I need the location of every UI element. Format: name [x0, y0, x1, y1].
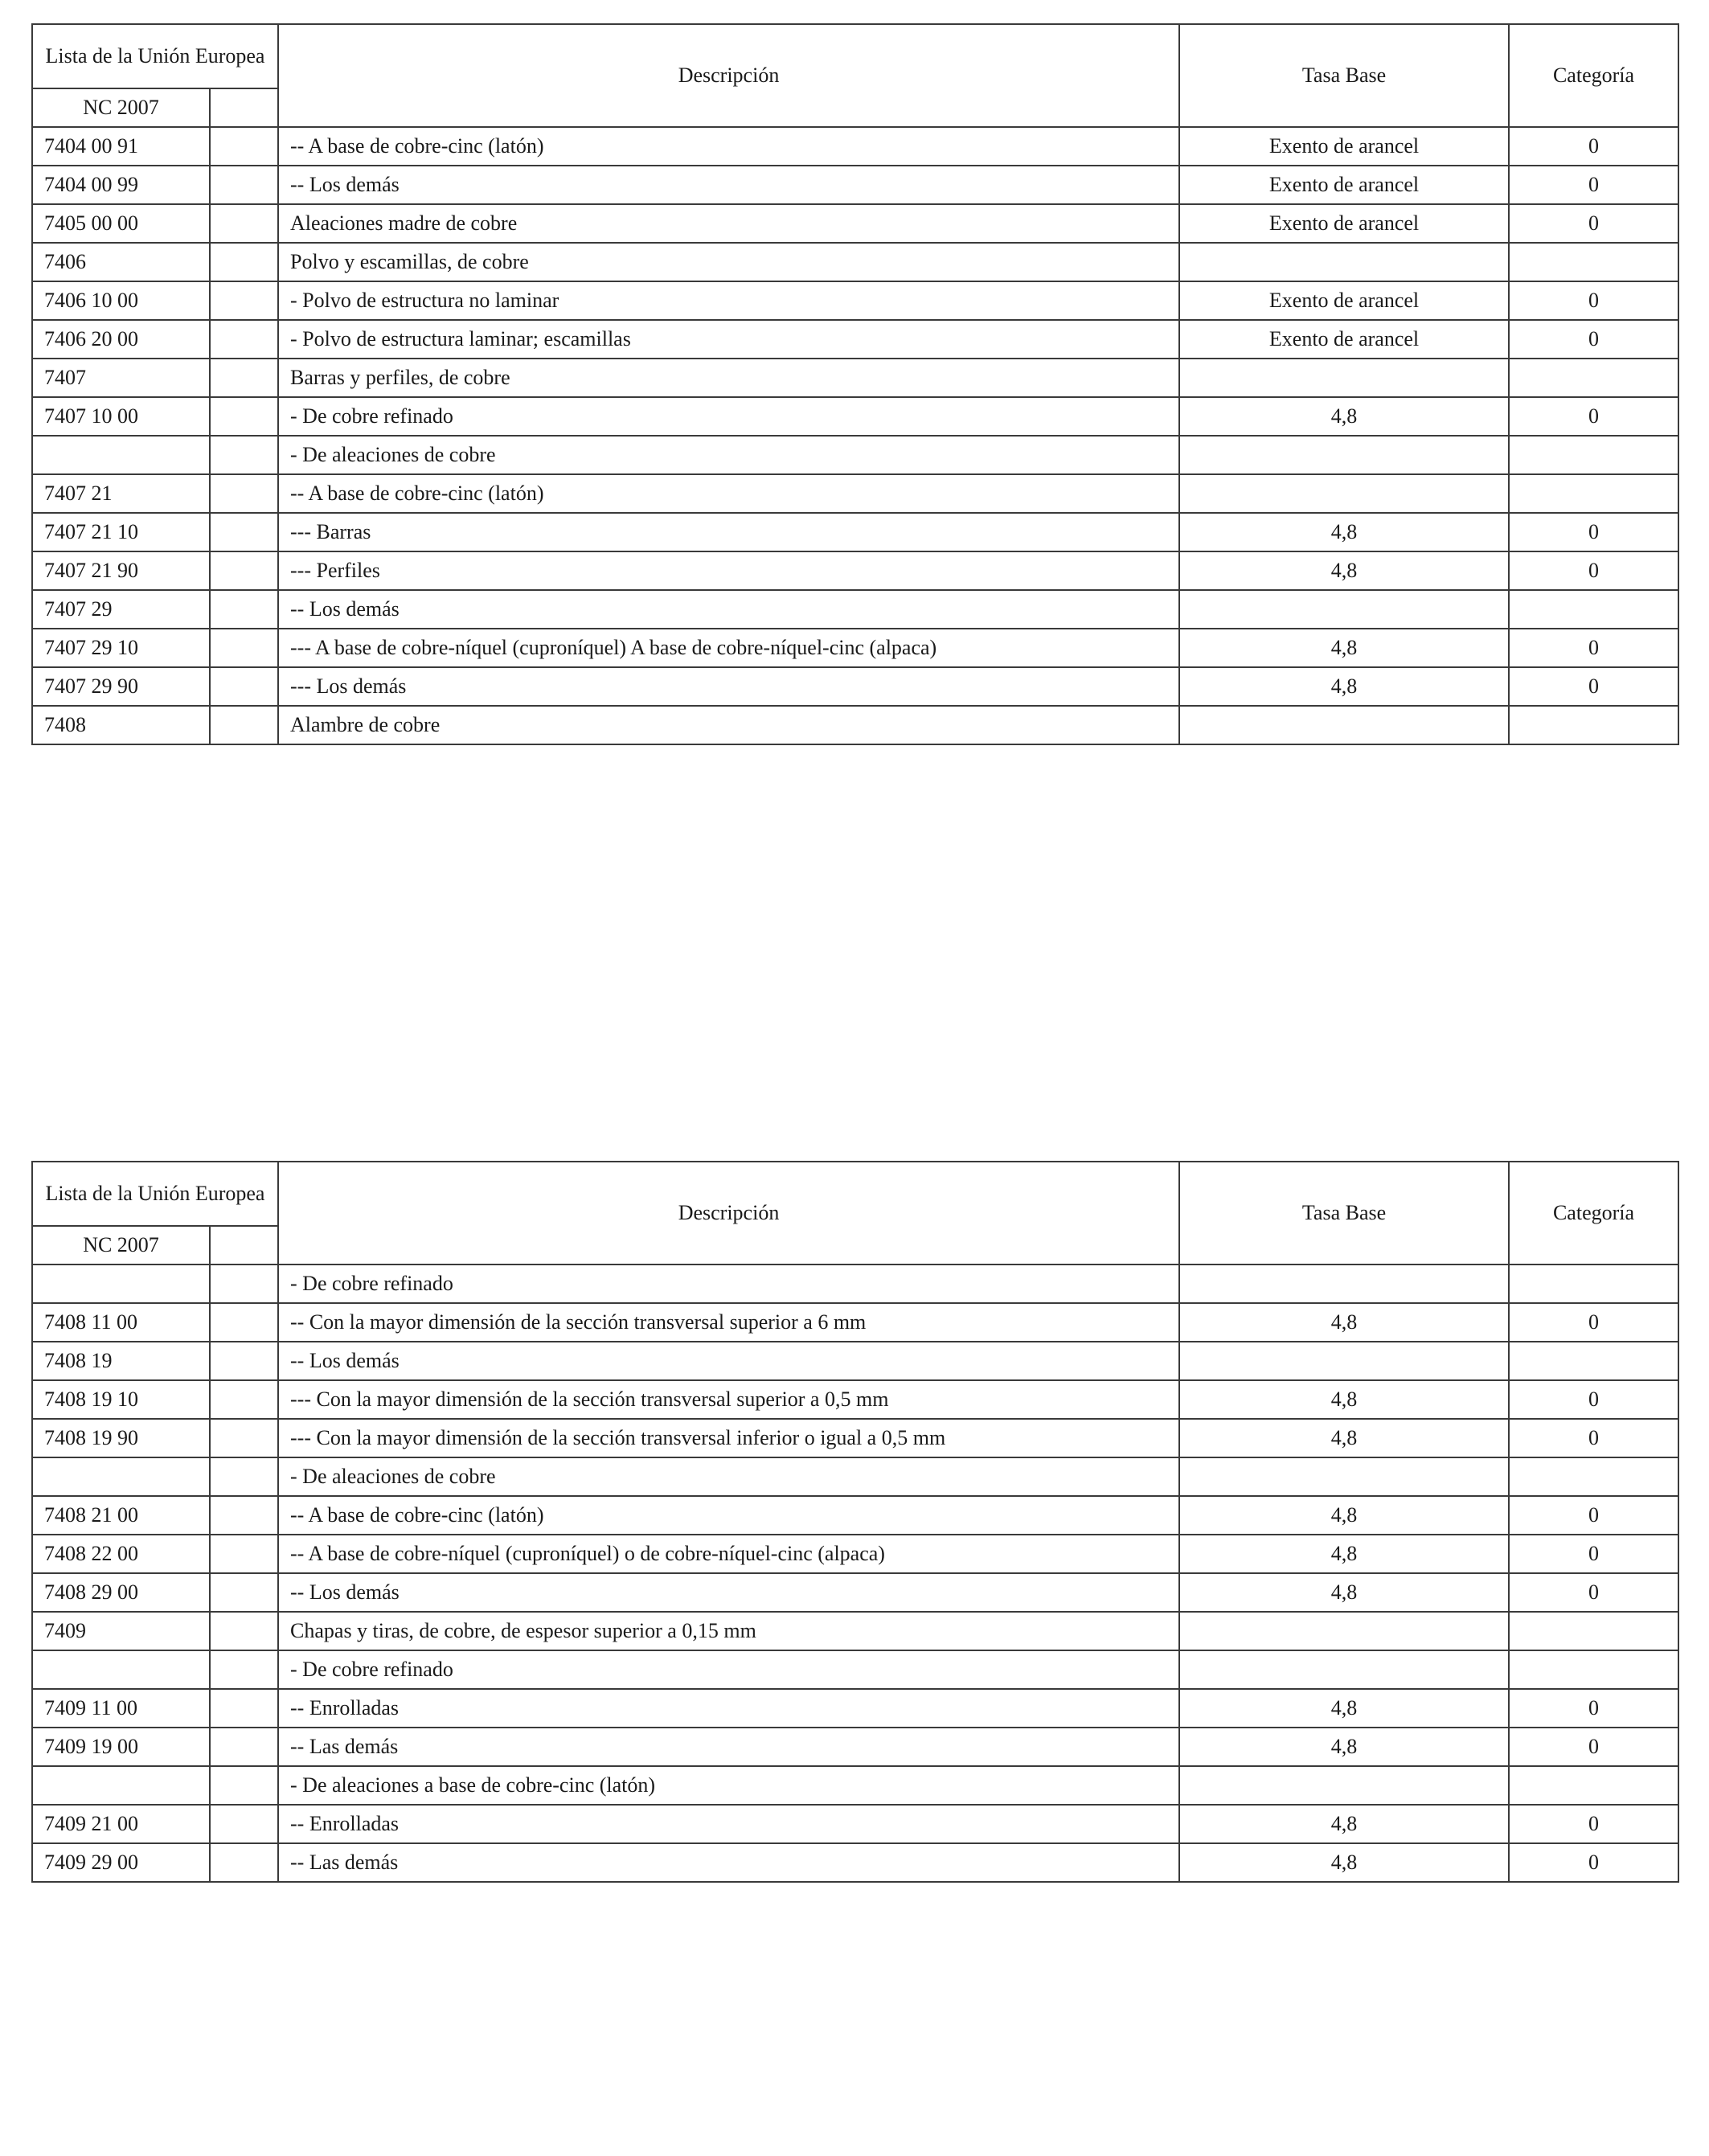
description-cell: -- Los demás: [278, 1573, 1179, 1612]
description-cell: -- Las demás: [278, 1843, 1179, 1882]
table-row: [32, 243, 1678, 281]
base-rate-cell: 4,8: [1179, 1496, 1509, 1535]
category-cell: [1509, 1342, 1678, 1380]
nc-code-cell: 7408 29 00: [32, 1573, 210, 1612]
base-rate-cell: 4,8: [1179, 1380, 1509, 1419]
table-row: [32, 359, 1678, 397]
table-row: [32, 127, 1678, 166]
table-row: [32, 706, 1678, 744]
table-row: [32, 474, 1678, 513]
nc-code-cell: 7408 11 00: [32, 1303, 210, 1342]
empty-cell: [210, 1419, 278, 1457]
base-rate-cell: 4,8: [1179, 667, 1509, 706]
nc-code-cell: 7407 29 10: [32, 629, 210, 667]
category-cell: 0: [1509, 1573, 1678, 1612]
table-row: [32, 1380, 1678, 1419]
empty-cell: [210, 1264, 278, 1303]
category-header: Categoría: [1509, 1162, 1678, 1264]
table-row: [32, 320, 1678, 359]
table-row: [32, 1264, 1678, 1303]
base-rate-cell: Exento de arancel: [1179, 127, 1509, 166]
category-cell: 0: [1509, 1728, 1678, 1766]
table-row: [32, 397, 1678, 436]
category-cell: [1509, 1457, 1678, 1496]
list-header: Lista de la Unión Europea: [32, 24, 278, 88]
description-cell: --- Con la mayor dimensión de la sección transversal inferior o igual a 0,5 mm: [278, 1419, 1179, 1457]
description-cell: -- Enrolladas: [278, 1689, 1179, 1728]
table-row: [32, 1419, 1678, 1457]
nc-code-cell: 7404 00 91: [32, 127, 210, 166]
description-header: Descripción: [278, 1162, 1179, 1264]
empty-cell: [210, 551, 278, 590]
category-cell: [1509, 243, 1678, 281]
empty-cell: [210, 436, 278, 474]
nc-code-cell: 7408 19: [32, 1342, 210, 1380]
nc-code-cell: 7408 19 90: [32, 1419, 210, 1457]
nc-code-cell: 7408 19 10: [32, 1380, 210, 1419]
category-cell: 0: [1509, 397, 1678, 436]
empty-cell: [210, 1728, 278, 1766]
category-cell: 0: [1509, 320, 1678, 359]
category-cell: 0: [1509, 1303, 1678, 1342]
base-rate-cell: [1179, 359, 1509, 397]
nc-code-cell: 7406 20 00: [32, 320, 210, 359]
empty-cell: [210, 513, 278, 551]
description-cell: -- A base de cobre-níquel (cuproníquel) o de cobre-níquel-cinc (alpaca): [278, 1535, 1179, 1573]
empty-cell: [210, 1689, 278, 1728]
empty-cell: [210, 590, 278, 629]
empty-cell: [210, 1805, 278, 1843]
empty-cell: [210, 1766, 278, 1805]
nc-code-cell: 7409 11 00: [32, 1689, 210, 1728]
description-cell: -- A base de cobre-cinc (latón): [278, 1496, 1179, 1535]
description-cell: --- A base de cobre-níquel (cuproníquel) A base de cobre-níquel-cinc (alpaca): [278, 629, 1179, 667]
description-cell: -- A base de cobre-cinc (latón): [278, 474, 1179, 513]
nc-code-cell: 7407 29: [32, 590, 210, 629]
base-rate-cell: [1179, 1264, 1509, 1303]
description-cell: - Polvo de estructura laminar; escamillas: [278, 320, 1179, 359]
description-cell: --- Los demás: [278, 667, 1179, 706]
category-cell: 0: [1509, 513, 1678, 551]
nc-code-cell: 7408 22 00: [32, 1535, 210, 1573]
empty-cell: [210, 204, 278, 243]
empty-cell: [210, 1342, 278, 1380]
description-header: Descripción: [278, 24, 1179, 127]
header-row: [32, 1162, 1678, 1226]
category-cell: 0: [1509, 281, 1678, 320]
base-rate-cell: [1179, 243, 1509, 281]
category-cell: 0: [1509, 1380, 1678, 1419]
category-cell: [1509, 359, 1678, 397]
category-cell: 0: [1509, 667, 1678, 706]
table-row: [32, 1689, 1678, 1728]
base-rate-cell: 4,8: [1179, 1689, 1509, 1728]
empty-cell: [210, 1380, 278, 1419]
nc-code-cell: [32, 1766, 210, 1805]
table-row: [32, 590, 1678, 629]
nc-code-cell: [32, 1650, 210, 1689]
table-row: [32, 436, 1678, 474]
category-cell: [1509, 1612, 1678, 1650]
description-cell: -- Las demás: [278, 1728, 1179, 1766]
base-rate-header: Tasa Base: [1179, 1162, 1509, 1264]
empty-cell: [210, 474, 278, 513]
table-row: [32, 629, 1678, 667]
base-rate-cell: Exento de arancel: [1179, 166, 1509, 204]
nc-code-cell: 7408: [32, 706, 210, 744]
description-cell: -- Con la mayor dimensión de la sección transversal superior a 6 mm: [278, 1303, 1179, 1342]
nc-header: NC 2007: [32, 1226, 210, 1264]
table-row: [32, 1342, 1678, 1380]
base-rate-cell: Exento de arancel: [1179, 204, 1509, 243]
base-rate-cell: 4,8: [1179, 1535, 1509, 1573]
category-cell: 0: [1509, 1843, 1678, 1882]
empty-cell: [210, 1535, 278, 1573]
empty-cell: [210, 243, 278, 281]
base-rate-cell: [1179, 1766, 1509, 1805]
description-cell: -- Los demás: [278, 590, 1179, 629]
base-rate-cell: 4,8: [1179, 551, 1509, 590]
table-row: [32, 513, 1678, 551]
base-rate-cell: 4,8: [1179, 629, 1509, 667]
base-rate-cell: [1179, 1342, 1509, 1380]
nc-code-cell: 7407 21: [32, 474, 210, 513]
description-cell: - De aleaciones a base de cobre-cinc (latón): [278, 1766, 1179, 1805]
description-cell: Aleaciones madre de cobre: [278, 204, 1179, 243]
nc-code-cell: [32, 436, 210, 474]
table-row: [32, 1457, 1678, 1496]
base-rate-cell: 4,8: [1179, 1303, 1509, 1342]
table-row: [32, 667, 1678, 706]
base-rate-cell: 4,8: [1179, 1419, 1509, 1457]
category-cell: 0: [1509, 1689, 1678, 1728]
empty-cell: [210, 706, 278, 744]
category-cell: 0: [1509, 127, 1678, 166]
nc-header: NC 2007: [32, 88, 210, 127]
nc-code-cell: [32, 1457, 210, 1496]
table-row: [32, 1843, 1678, 1882]
description-cell: -- Los demás: [278, 1342, 1179, 1380]
table-row: [32, 1728, 1678, 1766]
category-cell: 0: [1509, 551, 1678, 590]
category-cell: [1509, 474, 1678, 513]
category-cell: 0: [1509, 1496, 1678, 1535]
empty-header-cell: [210, 1226, 278, 1264]
empty-cell: [210, 1303, 278, 1342]
nc-code-cell: [32, 1264, 210, 1303]
tariff-table-2: [31, 1161, 1679, 1883]
nc-code-cell: 7409: [32, 1612, 210, 1650]
category-header: Categoría: [1509, 24, 1678, 127]
table-row: [32, 1766, 1678, 1805]
table-row: [32, 1496, 1678, 1535]
description-cell: - De aleaciones de cobre: [278, 436, 1179, 474]
description-cell: -- Enrolladas: [278, 1805, 1179, 1843]
category-cell: 0: [1509, 204, 1678, 243]
nc-code-cell: 7407: [32, 359, 210, 397]
category-cell: [1509, 436, 1678, 474]
description-cell: --- Perfiles: [278, 551, 1179, 590]
category-cell: [1509, 706, 1678, 744]
nc-code-cell: 7407 21 90: [32, 551, 210, 590]
base-rate-cell: [1179, 706, 1509, 744]
table-row: [32, 1805, 1678, 1843]
description-cell: --- Con la mayor dimensión de la sección transversal superior a 0,5 mm: [278, 1380, 1179, 1419]
description-cell: Alambre de cobre: [278, 706, 1179, 744]
description-cell: -- Los demás: [278, 166, 1179, 204]
table-row: [32, 204, 1678, 243]
nc-code-cell: 7404 00 99: [32, 166, 210, 204]
nc-code-cell: 7408 21 00: [32, 1496, 210, 1535]
category-cell: [1509, 590, 1678, 629]
description-cell: - De cobre refinado: [278, 1650, 1179, 1689]
empty-cell: [210, 397, 278, 436]
table-row: [32, 1573, 1678, 1612]
base-rate-cell: [1179, 1650, 1509, 1689]
category-cell: 0: [1509, 1535, 1678, 1573]
empty-cell: [210, 1573, 278, 1612]
base-rate-cell: Exento de arancel: [1179, 320, 1509, 359]
table-row: [32, 551, 1678, 590]
table-row: [32, 1303, 1678, 1342]
empty-cell: [210, 1457, 278, 1496]
empty-header-cell: [210, 88, 278, 127]
table-row: [32, 1650, 1678, 1689]
empty-cell: [210, 1496, 278, 1535]
base-rate-cell: 4,8: [1179, 397, 1509, 436]
base-rate-cell: [1179, 1457, 1509, 1496]
table-row: [32, 1612, 1678, 1650]
category-cell: [1509, 1766, 1678, 1805]
empty-cell: [210, 320, 278, 359]
empty-cell: [210, 1650, 278, 1689]
category-cell: 0: [1509, 166, 1678, 204]
base-rate-cell: [1179, 590, 1509, 629]
base-rate-cell: Exento de arancel: [1179, 281, 1509, 320]
table-row: [32, 281, 1678, 320]
base-rate-header: Tasa Base: [1179, 24, 1509, 127]
empty-cell: [210, 1612, 278, 1650]
nc-code-cell: 7407 21 10: [32, 513, 210, 551]
empty-cell: [210, 359, 278, 397]
description-cell: Chapas y tiras, de cobre, de espesor superior a 0,15 mm: [278, 1612, 1179, 1650]
empty-cell: [210, 127, 278, 166]
base-rate-cell: 4,8: [1179, 1843, 1509, 1882]
description-cell: -- A base de cobre-cinc (latón): [278, 127, 1179, 166]
description-cell: - De aleaciones de cobre: [278, 1457, 1179, 1496]
empty-cell: [210, 166, 278, 204]
empty-cell: [210, 1843, 278, 1882]
description-cell: --- Barras: [278, 513, 1179, 551]
base-rate-cell: 4,8: [1179, 1728, 1509, 1766]
base-rate-cell: 4,8: [1179, 1805, 1509, 1843]
nc-code-cell: 7406 10 00: [32, 281, 210, 320]
base-rate-cell: 4,8: [1179, 1573, 1509, 1612]
nc-code-cell: 7409 21 00: [32, 1805, 210, 1843]
category-cell: 0: [1509, 1805, 1678, 1843]
category-cell: [1509, 1650, 1678, 1689]
empty-cell: [210, 629, 278, 667]
nc-code-cell: 7407 10 00: [32, 397, 210, 436]
base-rate-cell: [1179, 1612, 1509, 1650]
nc-code-cell: 7407 29 90: [32, 667, 210, 706]
table-row: [32, 166, 1678, 204]
tariff-table-1: [31, 23, 1679, 745]
empty-cell: [210, 667, 278, 706]
nc-code-cell: 7406: [32, 243, 210, 281]
description-cell: - De cobre refinado: [278, 1264, 1179, 1303]
table-row: [32, 1535, 1678, 1573]
base-rate-cell: [1179, 436, 1509, 474]
description-cell: Barras y perfiles, de cobre: [278, 359, 1179, 397]
base-rate-cell: 4,8: [1179, 513, 1509, 551]
empty-cell: [210, 281, 278, 320]
category-cell: 0: [1509, 629, 1678, 667]
base-rate-cell: [1179, 474, 1509, 513]
description-cell: - De cobre refinado: [278, 397, 1179, 436]
header-row: [32, 24, 1678, 88]
description-cell: - Polvo de estructura no laminar: [278, 281, 1179, 320]
nc-code-cell: 7409 19 00: [32, 1728, 210, 1766]
nc-code-cell: 7405 00 00: [32, 204, 210, 243]
category-cell: [1509, 1264, 1678, 1303]
nc-code-cell: 7409 29 00: [32, 1843, 210, 1882]
category-cell: 0: [1509, 1419, 1678, 1457]
description-cell: Polvo y escamillas, de cobre: [278, 243, 1179, 281]
list-header: Lista de la Unión Europea: [32, 1162, 278, 1226]
